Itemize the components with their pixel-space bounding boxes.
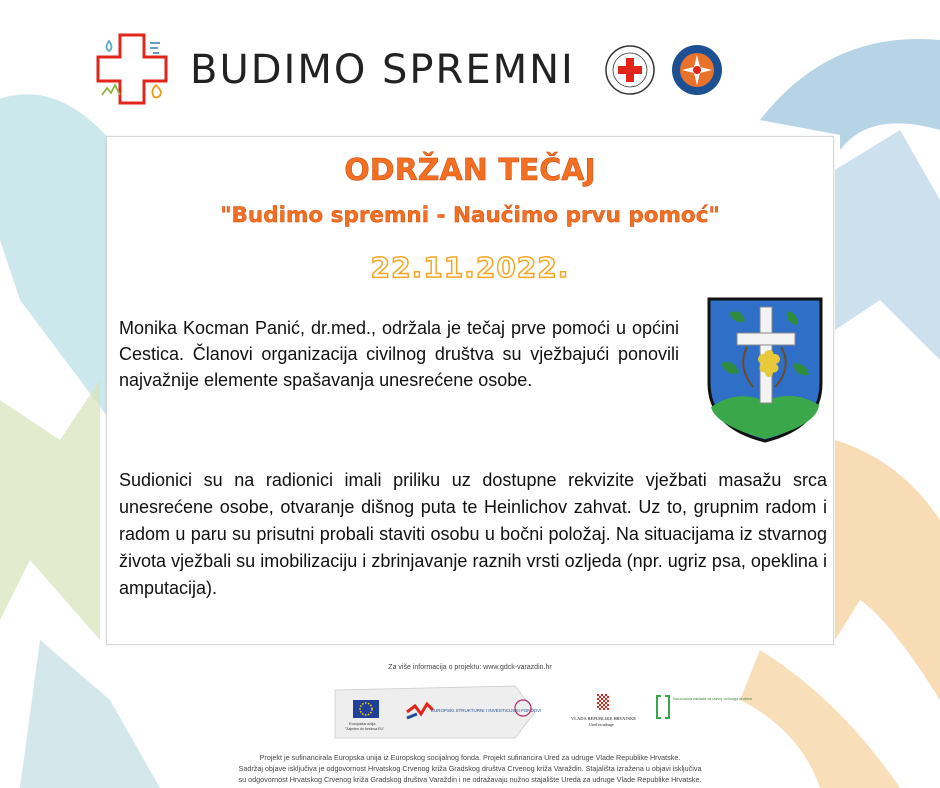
gov-sub-label: Ured za udruge bbox=[589, 722, 614, 727]
eu-sub-label: "Zajedno do fondova EU" bbox=[345, 727, 385, 731]
cestica-coat-of-arms-icon bbox=[707, 297, 823, 443]
sponsor-logos-strip bbox=[335, 682, 752, 740]
budimo-spremni-logo-icon bbox=[96, 33, 168, 105]
announcement-card bbox=[106, 136, 834, 645]
paragraph-details: Sudionici su na radionici imali priliku uz dostupne rekvizite vježbati masažu srca unesrećene osobe, otvaranje dišnog puta te Heinlichov zahvat. Uz to, grupnim radom i radom u paru su prisutni probali staviti osobu u bočni položaj. Na situacijama iz stvarnog života vježbali su imobilizaciju i zbrinjavanje raznih vrsti ozljeda (npr. ugriz psa, opeklina i amputacija). bbox=[119, 470, 827, 598]
legal-line-3: su odgovornost Hrvatskog Crvenog križa Gradskog društva Varaždin i ne odražavaju nužno stajalište Ureda za udruge Vlade Republike Hrvatske. bbox=[238, 775, 702, 784]
red-cross-seal-icon bbox=[604, 44, 656, 96]
bg-wave-right bbox=[835, 440, 940, 700]
legal-disclaimer bbox=[180, 752, 760, 785]
bg-shape-bottom-left bbox=[20, 640, 160, 788]
project-info-link[interactable]: Za više informacija o projektu: www.gdck-varazdin.hr bbox=[388, 664, 552, 671]
bg-arc-top-right bbox=[760, 39, 940, 150]
foundation-label: Nacionalna zaklada za razvoj civilnoga društva bbox=[673, 697, 752, 701]
card-date: 22.11.2022. bbox=[370, 251, 570, 284]
bg-shape-right bbox=[835, 130, 940, 360]
legal-line-2: Sadržaj objave isključiva je odgovornost Hrvatskog Crvenog križa Gradskog društva Crvenog križa Varaždin. Stajališta izražena u objavi isključiva bbox=[238, 764, 702, 773]
paragraph-intro: Monika Kocman Panić, dr.med., održala je tečaj prve pomoći u općini Cestica. Članovi organizacija civilnog društva su vježbajući ponovili najvažnije elemente spašavanja unesrećene osobe. bbox=[119, 318, 679, 390]
mountain-rescue-seal-icon bbox=[670, 43, 724, 97]
esif-label: EUROPSKI STRUKTURNI I INVESTICIJSKI FONDOVI bbox=[431, 708, 542, 713]
card-subtitle: "Budimo spremni - Naučimo prvu pomoć" bbox=[220, 203, 720, 228]
foundation-icon bbox=[657, 696, 669, 718]
bg-wave-left bbox=[0, 380, 100, 640]
gov-label: VLADA REPUBLIKE HRVATSKE bbox=[571, 716, 637, 721]
brand-title: BUDIMO SPREMNI bbox=[190, 47, 575, 93]
legal-line-1: Projekt je sufinancirala Europska unija iz Europskog socijalnog fonda. Projekt sufinancira Ured za udruge Vlade Republike Hrvatske. bbox=[259, 753, 681, 762]
bg-drop-left bbox=[0, 94, 110, 420]
eu-label: Europska unija bbox=[349, 721, 376, 726]
card-title: ODRŽAN TEČAJ bbox=[344, 153, 596, 188]
